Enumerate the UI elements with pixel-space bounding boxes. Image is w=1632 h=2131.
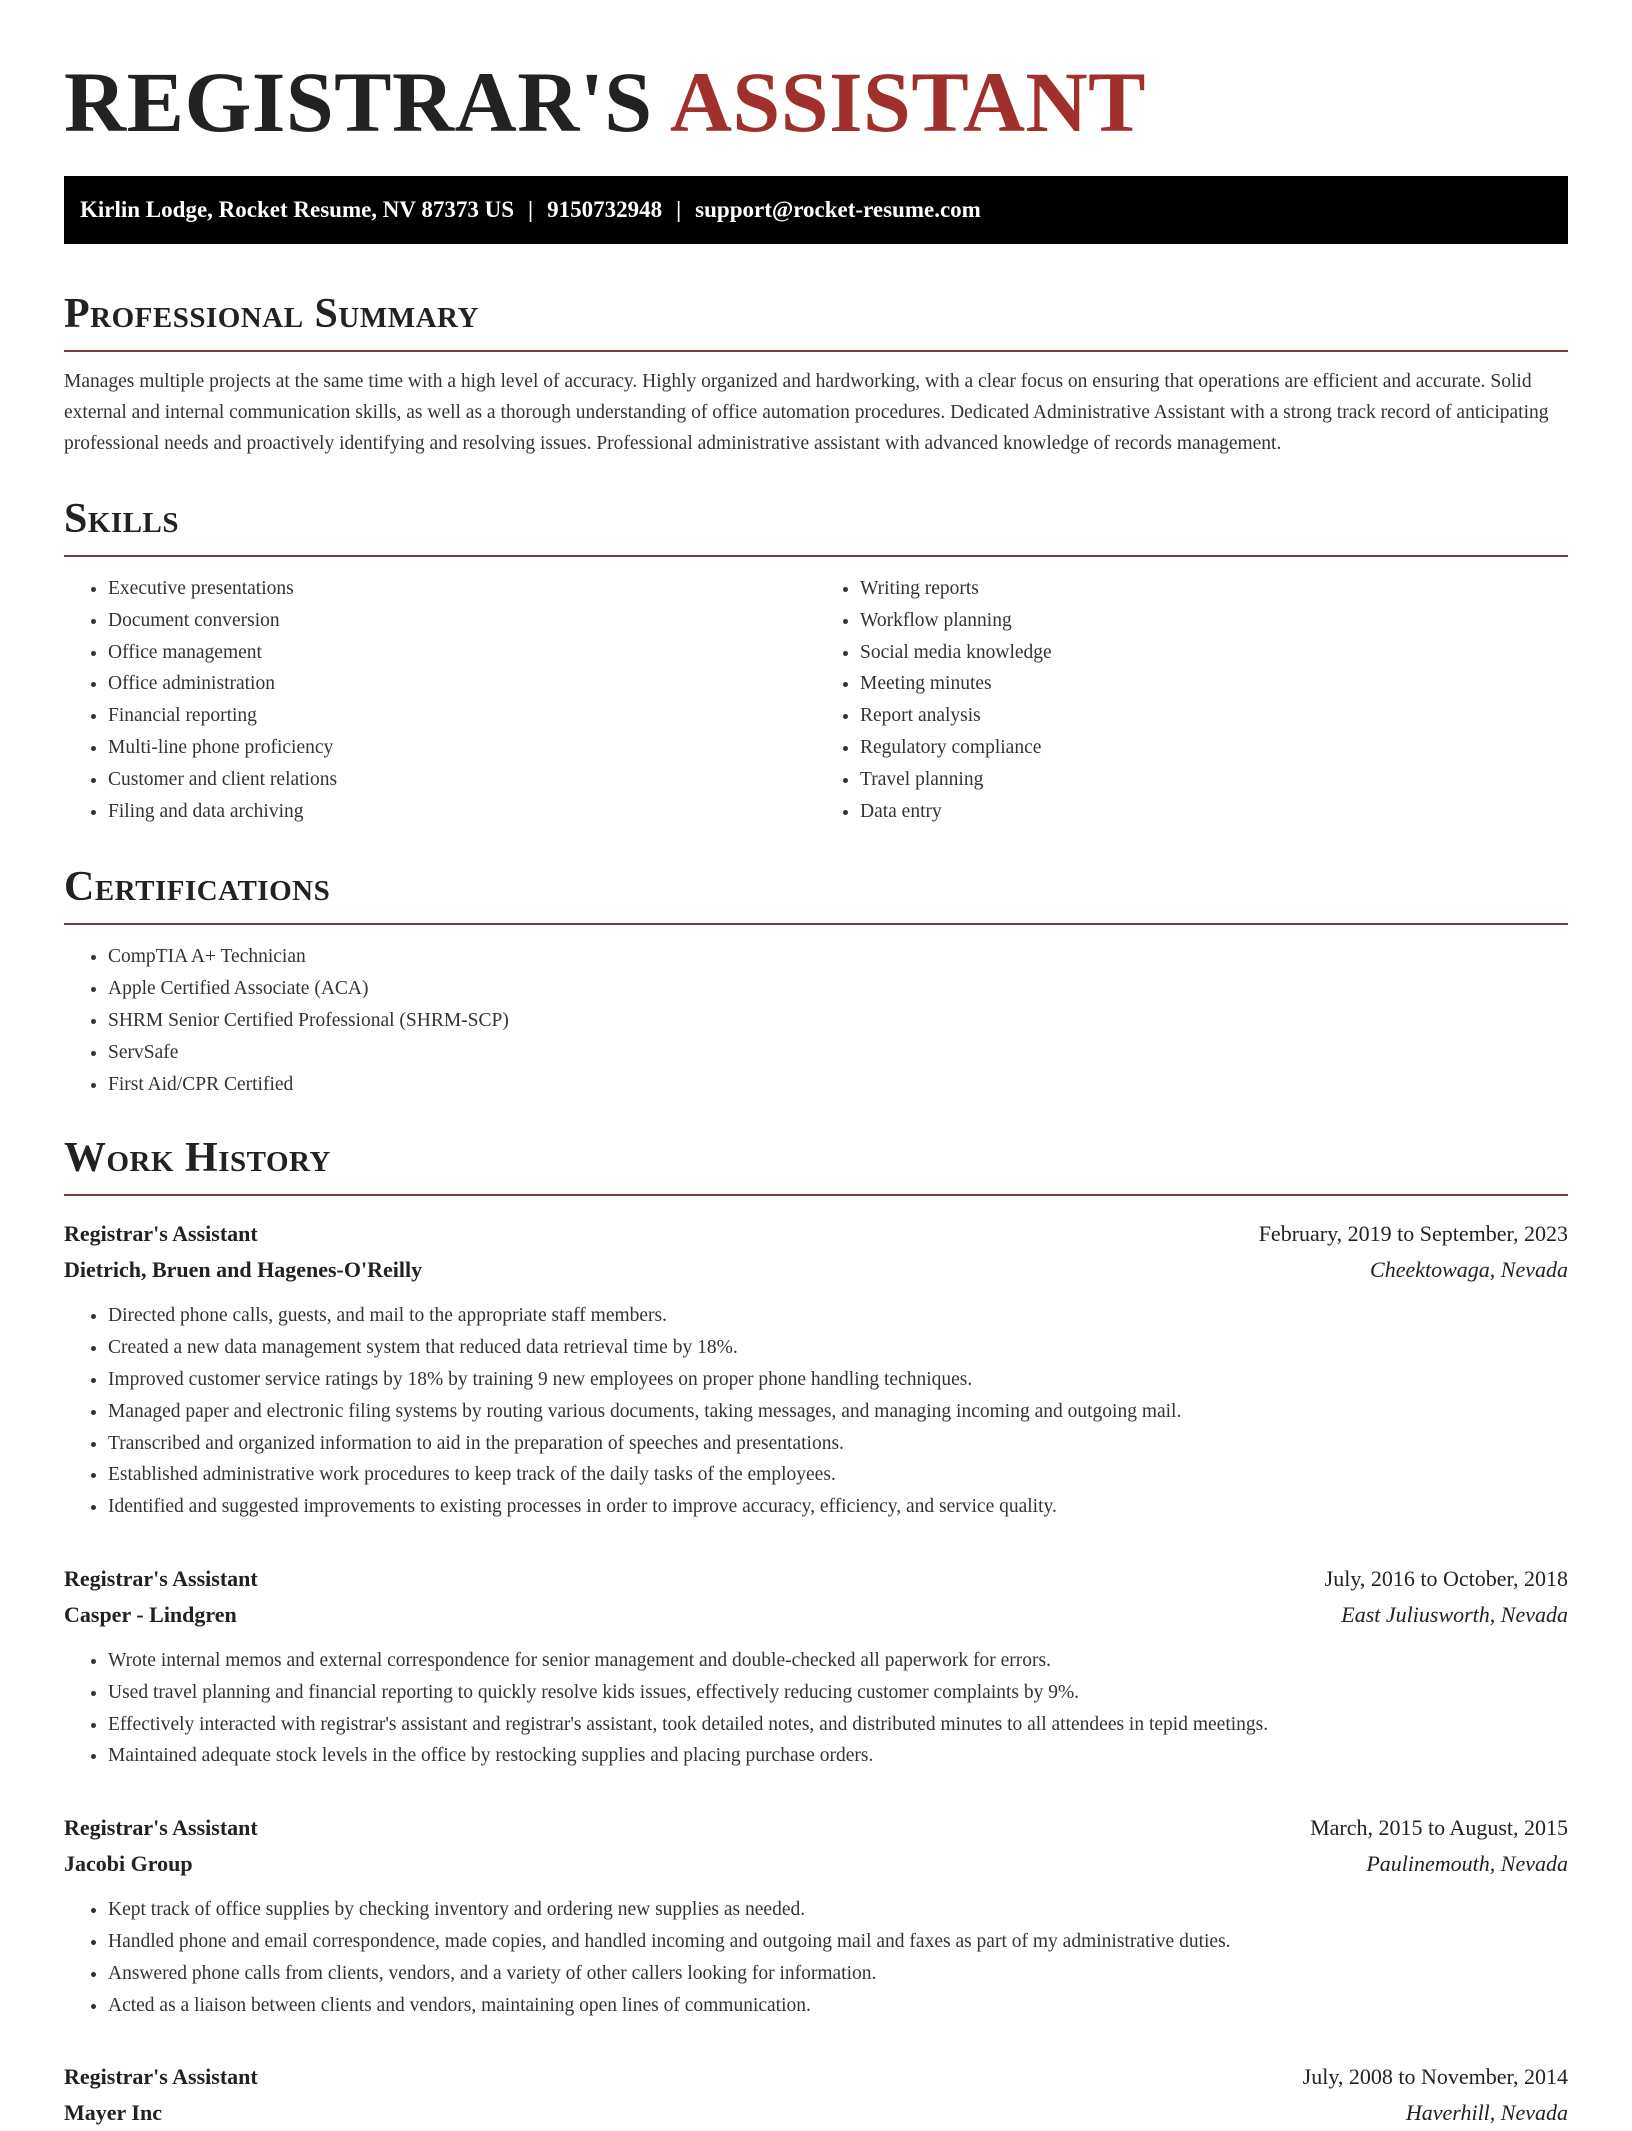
job-title: Registrar's Assistant bbox=[64, 1221, 258, 1247]
job-bullets bbox=[64, 1300, 1568, 1523]
section-title-summary: Professional Summary bbox=[64, 288, 1568, 352]
job-title: Registrar's Assistant bbox=[64, 2064, 258, 2090]
name-last-word: ASSISTANT bbox=[669, 54, 1146, 150]
skill-item: • Executive presentations bbox=[108, 573, 816, 605]
job-company-row bbox=[64, 1252, 1568, 1288]
job-bullets bbox=[64, 1894, 1568, 2021]
job-header-row bbox=[64, 1216, 1568, 1252]
job-title: Registrar's Assistant bbox=[64, 1565, 258, 1591]
skill-item: • Writing reports bbox=[860, 573, 1568, 605]
skill-item: • Office administration bbox=[108, 668, 816, 700]
job-company: Mayer Inc bbox=[64, 2100, 162, 2126]
name-first-word: REGISTRAR'S bbox=[64, 54, 653, 150]
contact-address: Kirlin Lodge, Rocket Resume, NV 87373 US bbox=[80, 197, 515, 222]
job-dates: July, 2008 to November, 2014 bbox=[1302, 2064, 1568, 2090]
skill-item: • Travel planning bbox=[860, 764, 1568, 796]
job-entry bbox=[64, 1216, 1568, 1523]
certifications-list bbox=[64, 941, 1568, 1100]
contact-separator: | bbox=[676, 197, 682, 222]
skills-columns bbox=[64, 573, 1568, 827]
skill-item: • Social media knowledge bbox=[860, 637, 1568, 669]
job-bullets bbox=[64, 1645, 1568, 1772]
summary-text: Manages multiple projects at the same time with a high level of accuracy. Highly organized and hardworking, with a clear focus on ensuring that operations are efficient and accurate. Solid external and internal communication skills, as well as a thorough understanding of office automation procedures. Dedicated Administrative Assistant with a strong track record of anticipating professional needs and proactively identifying and resolving issues. Professional administrative assistant with advanced knowledge of records management. bbox=[64, 371, 1549, 454]
skill-item: • Meeting minutes bbox=[860, 668, 1568, 700]
skill-item: • Data entry bbox=[860, 796, 1568, 828]
skill-item: • Customer and client relations bbox=[108, 764, 816, 796]
job-dates: February, 2019 to September, 2023 bbox=[1258, 1221, 1568, 1247]
job-bullet: • Acted as a liaison between clients and vendors, maintaining open lines of communication. bbox=[108, 1990, 1568, 2022]
skills-column-right bbox=[816, 573, 1568, 827]
job-location: Cheektowaga, Nevada bbox=[1370, 1257, 1568, 1283]
job-location: Paulinemouth, Nevada bbox=[1366, 1851, 1568, 1877]
job-header-row bbox=[64, 1810, 1568, 1846]
job-bullet: • Wrote internal memos and external correspondence for senior management and double-checked all paperwork for errors. bbox=[108, 1645, 1568, 1677]
job-company: Casper - Lindgren bbox=[64, 1601, 237, 1627]
job-company-row bbox=[64, 1846, 1568, 1882]
job-location: East Juliusworth, Nevada bbox=[1341, 1601, 1568, 1627]
skill-item: • Multi-line phone proficiency bbox=[108, 732, 816, 764]
job-bullet: • Answered phone calls from clients, vendors, and a variety of other callers looking for information. bbox=[108, 1958, 1568, 1990]
certifications-section bbox=[64, 861, 1568, 1100]
job-company-row bbox=[64, 1597, 1568, 1633]
jobs-list bbox=[64, 1216, 1568, 2131]
skill-item: • Workflow planning bbox=[860, 605, 1568, 637]
certification-item: • Apple Certified Associate (ACA) bbox=[108, 973, 1568, 1005]
certification-item: • CompTIA A+ Technician bbox=[108, 941, 1568, 973]
job-title: Registrar's Assistant bbox=[64, 1815, 258, 1841]
job-bullet: • Effectively interacted with registrar's assistant and registrar's assistant, took detailed notes, and distributed minutes to all attendees in tepid meetings. bbox=[108, 1709, 1568, 1741]
job-bullet: • Transcribed and organized information to aid in the preparation of speeches and presentations. bbox=[108, 1428, 1568, 1460]
job-header-row bbox=[64, 1561, 1568, 1597]
job-entry bbox=[64, 2059, 1568, 2131]
skills-column-left bbox=[64, 573, 816, 827]
job-header-row bbox=[64, 2059, 1568, 2095]
skill-item: • Document conversion bbox=[108, 605, 816, 637]
certification-item: • ServSafe bbox=[108, 1037, 1568, 1069]
skills-list-left bbox=[64, 573, 816, 827]
skills-list-right bbox=[816, 573, 1568, 827]
professional-summary-section bbox=[64, 288, 1568, 459]
job-company-row bbox=[64, 2095, 1568, 2131]
job-company: Jacobi Group bbox=[64, 1851, 193, 1877]
job-bullet: • Improved customer service ratings by 18% by training 9 new employees on proper phone handling techniques. bbox=[108, 1364, 1568, 1396]
job-bullet: • Used travel planning and financial reporting to quickly resolve kids issues, effectively reducing customer complaints by 9%. bbox=[108, 1677, 1568, 1709]
section-title-certifications: Certifications bbox=[64, 861, 1568, 925]
job-bullet: • Directed phone calls, guests, and mail to the appropriate staff members. bbox=[108, 1300, 1568, 1332]
contact-phone: 9150732948 bbox=[547, 197, 663, 222]
skill-item: • Report analysis bbox=[860, 700, 1568, 732]
job-bullet: • Identified and suggested improvements to existing processes in order to improve accuracy, efficiency, and service quality. bbox=[108, 1491, 1568, 1523]
job-bullet: • Handled phone and email correspondence, made copies, and handled incoming and outgoing mail and faxes as part of my administrative duties. bbox=[108, 1926, 1568, 1958]
contact-email: support@rocket-resume.com bbox=[695, 197, 981, 222]
section-title-skills: Skills bbox=[64, 493, 1568, 557]
skills-section bbox=[64, 493, 1568, 827]
contact-bar bbox=[64, 176, 1568, 244]
certification-item: • SHRM Senior Certified Professional (SHRM-SCP) bbox=[108, 1005, 1568, 1037]
job-bullet: • Managed paper and electronic filing systems by routing various documents, taking messages, and managing incoming and outgoing mail. bbox=[108, 1396, 1568, 1428]
job-entry bbox=[64, 1810, 1568, 2021]
job-dates: March, 2015 to August, 2015 bbox=[1310, 1815, 1568, 1841]
skill-item: • Financial reporting bbox=[108, 700, 816, 732]
certification-item: • First Aid/CPR Certified bbox=[108, 1069, 1568, 1101]
skill-item: • Filing and data archiving bbox=[108, 796, 816, 828]
contact-separator: | bbox=[528, 197, 534, 222]
job-bullet: • Created a new data management system that reduced data retrieval time by 18%. bbox=[108, 1332, 1568, 1364]
job-bullet: • Kept track of office supplies by checking inventory and ordering new supplies as needed. bbox=[108, 1894, 1568, 1926]
job-bullet: • Established administrative work procedures to keep track of the daily tasks of the employees. bbox=[108, 1459, 1568, 1491]
skill-item: • Office management bbox=[108, 637, 816, 669]
work-history-section bbox=[64, 1132, 1568, 2131]
job-bullet: • Maintained adequate stock levels in the office by restocking supplies and placing purchase orders. bbox=[108, 1740, 1568, 1772]
job-company: Dietrich, Bruen and Hagenes-O'Reilly bbox=[64, 1257, 423, 1283]
section-title-work-history: Work History bbox=[64, 1132, 1568, 1196]
job-entry bbox=[64, 1561, 1568, 1772]
skill-item: • Regulatory compliance bbox=[860, 732, 1568, 764]
job-dates: July, 2016 to October, 2018 bbox=[1324, 1565, 1568, 1591]
job-location: Haverhill, Nevada bbox=[1405, 2100, 1568, 2126]
resume-name-heading bbox=[64, 52, 1568, 152]
